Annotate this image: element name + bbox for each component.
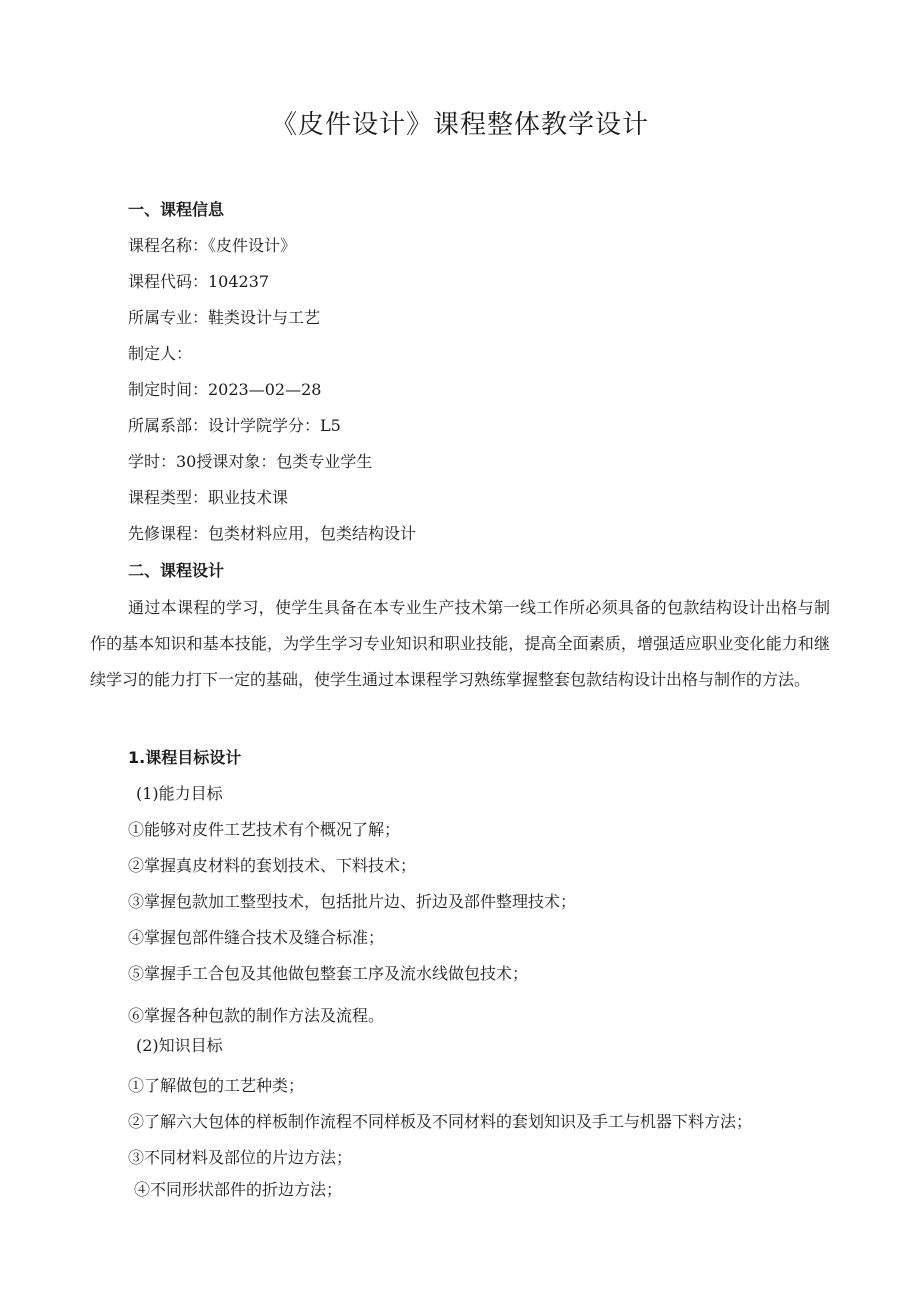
- info-department: 所属系部：设计学院学分：L5: [128, 416, 341, 435]
- page-title: 《皮件设计》课程整体教学设计: [270, 110, 649, 140]
- info-hours: 学时：30授课对象：包类专业学生: [128, 452, 373, 471]
- section-heading-course-design: 二、课程设计: [128, 561, 225, 580]
- list-item: ④掌握包部件缝合技术及缝合标准；: [128, 928, 385, 947]
- list-item: ②了解六大包体的样板制作流程不同样板及不同材料的套划知识及手工与机器下料方法；: [128, 1112, 753, 1131]
- list-item: ②掌握真皮材料的套划技术、下料技术；: [128, 856, 417, 875]
- sub-heading-objectives: 1.课程目标设计: [128, 748, 242, 767]
- info-major: 所属专业：鞋类设计与工艺: [128, 308, 321, 327]
- info-author: 制定人：: [128, 344, 193, 363]
- ability-objectives-heading: (1)能力目标: [136, 784, 223, 803]
- info-course-type: 课程类型：职业技术课: [128, 488, 289, 507]
- list-item: ③不同材料及部位的片边方法；: [128, 1148, 353, 1167]
- list-item: ③掌握包款加工整型技术，包括批片边、折边及部件整理技术；: [128, 892, 577, 911]
- course-design-paragraph: 通过本课程的学习，使学生具备在本专业生产技术第一线工作所必须具备的包款结构设计出格与制作的基本知识和基本技能，为学生学习专业知识和职业技能，提高全面素质，增强适应职业变化能力和继续学习的能力打下一定的基础，使学生通过本课程学习熟练掌握整套包款结构设计出格与制作的方法。: [90, 598, 830, 689]
- knowledge-objectives-heading: (2)知识目标: [136, 1036, 223, 1055]
- list-item: ⑥掌握各种包款的制作方法及流程。: [128, 1006, 385, 1025]
- list-item: ①能够对皮件工艺技术有个概况了解；: [128, 820, 401, 839]
- list-item: ⑤掌握手工合包及其他做包整套工序及流水线做包技术；: [128, 964, 529, 983]
- info-course-name: 课程名称：《皮件设计》: [128, 236, 297, 255]
- section-heading-course-info: 一、课程信息: [128, 200, 225, 219]
- info-course-code: 课程代码：104237: [128, 272, 270, 291]
- info-date: 制定时间：2023—02—28: [128, 380, 322, 399]
- list-item: ④不同形状部件的折边方法；: [134, 1180, 343, 1199]
- info-prerequisites: 先修课程：包类材料应用，包类结构设计: [128, 524, 417, 543]
- list-item: ①了解做包的工艺种类；: [128, 1076, 305, 1095]
